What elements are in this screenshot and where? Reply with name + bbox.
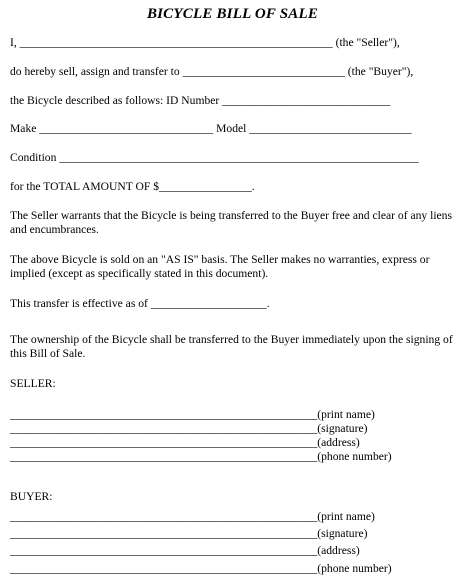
seller-signature-line: _____________________________________________________(signature) [10, 422, 368, 435]
seller-name-line: I, ______________________________________________________ (the "Seller"), [10, 36, 400, 49]
buyer-print-name-line: _____________________________________________________(print name) [10, 510, 375, 523]
seller-heading: SELLER: [10, 377, 56, 390]
warranty-paragraph: The Seller warrants that the Bicycle is being transferred to the Buyer free and clear of any liens and encumbrances. [10, 209, 452, 236]
buyer-address-line: _____________________________________________________(address) [10, 544, 360, 557]
ownership-paragraph: The ownership of the Bicycle shall be transferred to the Buyer immediately upon the signing of this Bill of Sale. [10, 333, 453, 360]
effective-date-line: This transfer is effective as of ____________________. [10, 297, 270, 310]
seller-address-line: _____________________________________________________(address) [10, 436, 360, 449]
id-number-line: the Bicycle described as follows: ID Number _____________________________ [10, 94, 391, 107]
buyer-name-line: do hereby sell, assign and transfer to ____________________________ (the "Buyer"), [10, 65, 414, 78]
condition-line: Condition ______________________________________________________________ [10, 151, 419, 164]
buyer-phone-line: _____________________________________________________(phone number) [10, 562, 392, 575]
seller-print-name-line: _____________________________________________________(print name) [10, 408, 375, 421]
buyer-signature-line: _____________________________________________________(signature) [10, 527, 368, 540]
make-model-line: Make ______________________________ Model ____________________________ [10, 122, 412, 135]
seller-phone-line: _____________________________________________________(phone number) [10, 450, 392, 463]
buyer-heading: BUYER: [10, 490, 53, 503]
total-amount-line: for the TOTAL AMOUNT OF $________________. [10, 180, 255, 193]
as-is-paragraph: The above Bicycle is sold on an "AS IS" basis. The Seller makes no warranties, express or implied (except as specifically stated in this document). [10, 253, 430, 280]
document-title: BICYCLE BILL OF SALE [146, 6, 319, 22]
